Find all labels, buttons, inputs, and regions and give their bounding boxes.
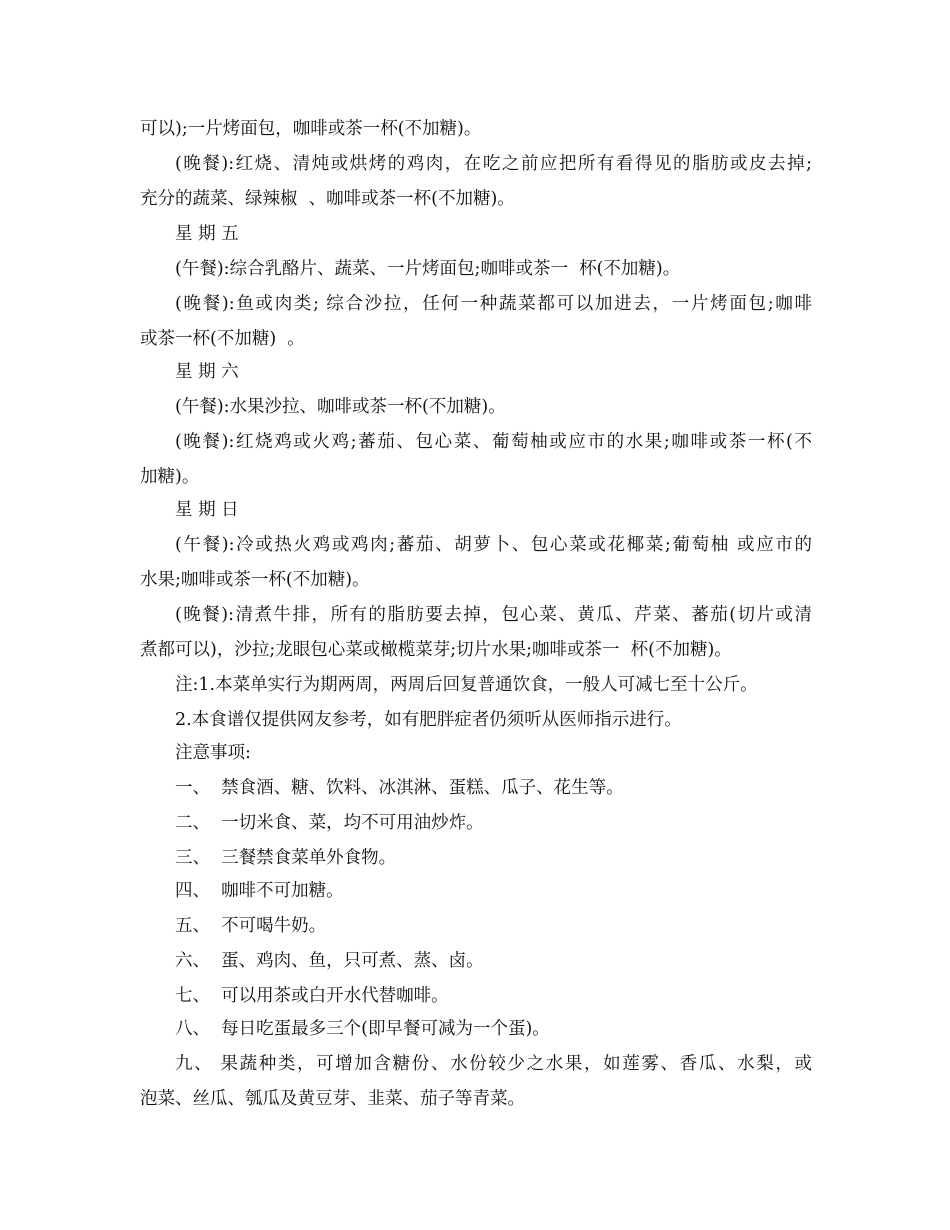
note-line: 注:1.本菜单实行为期两周，两周后回复普通饮食，一般人可减七至十公斤。 <box>175 675 758 695</box>
list-item: 二、 一切米食、菜，均不可用油炒炸。 <box>175 813 484 833</box>
section-heading-sunday: 星 期 日 <box>175 500 239 520</box>
notes-heading: 注意事项: <box>175 743 251 763</box>
section-heading-friday: 星 期 五 <box>175 224 239 244</box>
text-line: 加糖)。 <box>140 467 200 487</box>
note-line: 2.本食谱仅提供网友参考，如有肥胖症者仍须听从医师指示进行。 <box>175 710 682 730</box>
list-item: 八、 每日吃蛋最多三个(即早餐可减为一个蛋)。 <box>175 1019 550 1039</box>
text-line: (午餐):冷或热火鸡或鸡肉;蕃茄、胡萝卜、包心菜或花椰菜;葡萄柚 或应市的 <box>175 535 812 555</box>
list-item: 九、 果蔬种类，可增加含糖份、水份较少之水果，如莲雾、香瓜、水梨，或 <box>175 1054 812 1074</box>
text-line: 充分的蔬菜、绿辣椒 、咖啡或茶一杯(不加糖)。 <box>140 189 515 209</box>
section-heading-saturday: 星 期 六 <box>175 362 239 382</box>
text-line: (午餐):水果沙拉、咖啡或茶一杯(不加糖)。 <box>175 397 506 417</box>
text-line: 可以);一片烤面包，咖啡或茶一杯(不加糖)。 <box>140 119 482 139</box>
list-item: 五、 不可喝牛奶。 <box>175 916 327 936</box>
list-item: 六、 蛋、鸡肉、鱼，只可煮、蒸、卤。 <box>175 951 484 971</box>
text-line: (晚餐):鱼或肉类; 综合沙拉，任何一种蔬菜都可以加进去，一片烤面包;咖啡 <box>175 294 812 314</box>
text-line: 煮都可以)，沙拉;龙眼包心菜或橄榄菜芽;切片水果;咖啡或茶一 杯(不加糖)。 <box>140 640 732 660</box>
list-item: 三、 三餐禁食菜单外食物。 <box>175 848 397 868</box>
list-item: 四、 咖啡不可加糖。 <box>175 881 344 901</box>
text-line: (午餐):综合乳酪片、蔬菜、一片烤面包;咖啡或茶一 杯(不加糖)。 <box>175 259 681 279</box>
list-item-continuation: 泡菜、丝瓜、瓠瓜及黄豆芽、韭菜、茄子等青菜。 <box>140 1089 525 1109</box>
text-line: 或茶一杯(不加糖) 。 <box>140 329 305 349</box>
text-line: (晚餐):清煮牛排，所有的脂肪要去掉，包心菜、黄瓜、芹菜、蕃茄(切片或清 <box>175 605 812 625</box>
list-item: 七、 可以用茶或白开水代替咖啡。 <box>175 986 449 1006</box>
text-line: 水果;咖啡或茶一杯(不加糖)。 <box>140 570 370 590</box>
text-line: (晚餐):红烧鸡或火鸡;蕃茄、包心菜、葡萄柚或应市的水果;咖啡或茶一杯(不 <box>175 432 812 452</box>
list-item: 一、 禁食酒、糖、饮料、冰淇淋、蛋糕、瓜子、花生等。 <box>175 778 624 798</box>
text-line: (晚餐):红烧、清炖或烘烤的鸡肉，在吃之前应把所有看得见的脂肪或皮去掉; <box>175 154 812 174</box>
